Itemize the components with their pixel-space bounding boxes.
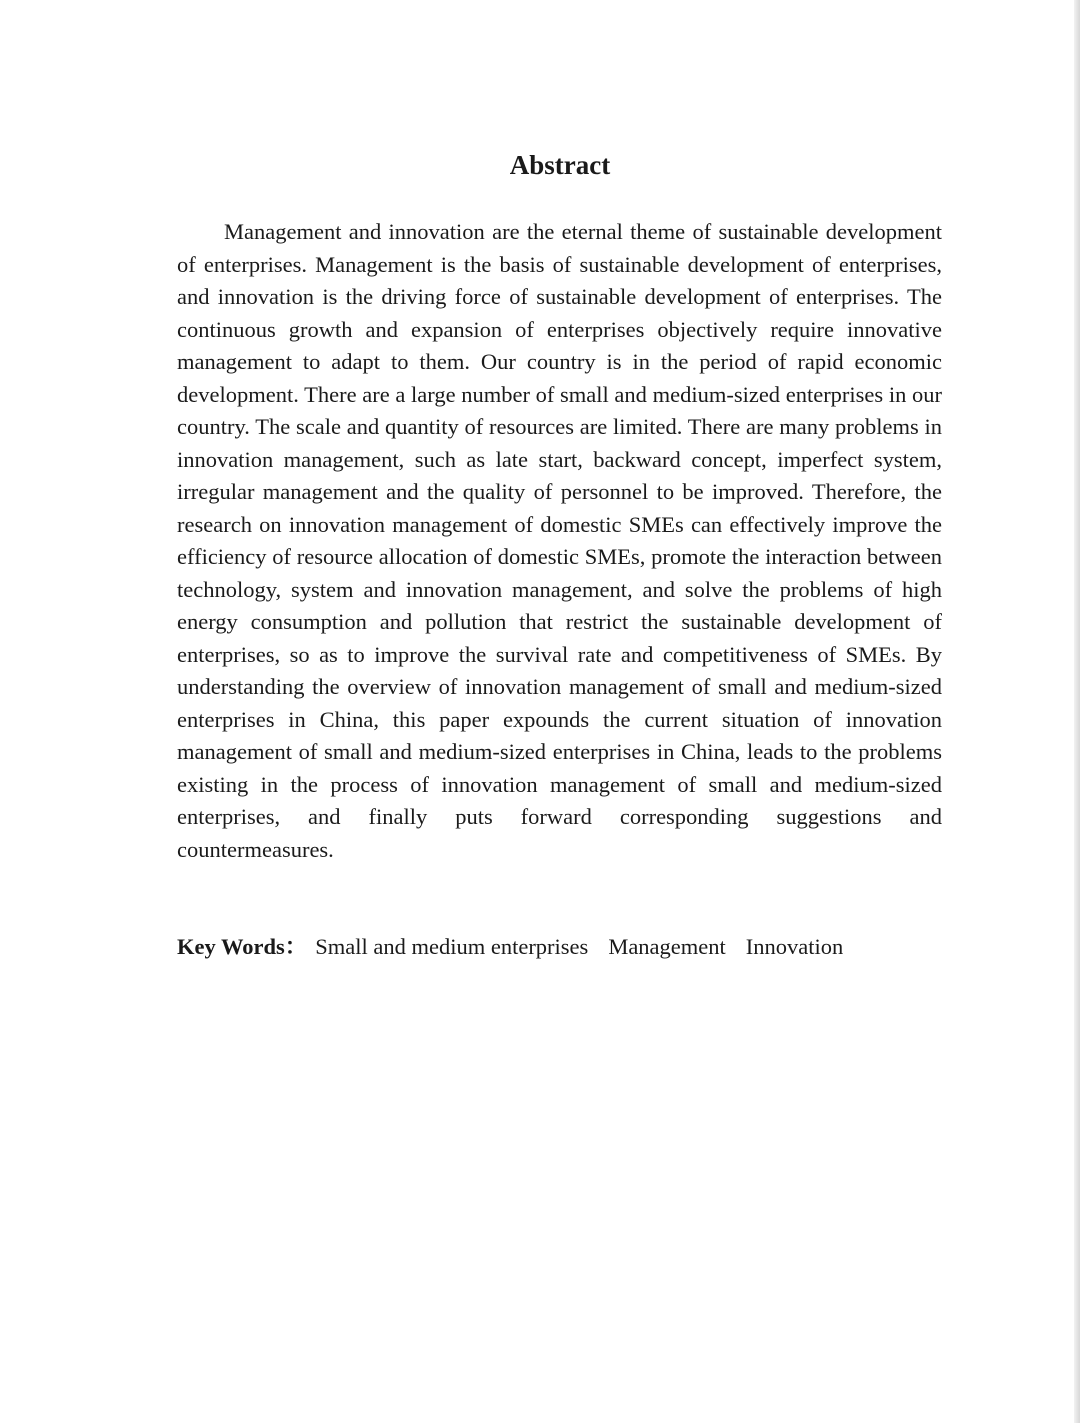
abstract-paragraph: Management and innovation are the eternal theme of sustainable development of enterprises. Management is the basis of sustainable development of enterprises, and innovation is the driving force of sustainable development of enterprises. The continuous growth and expansion of enterprises objectively require innovative management to adapt to them. Our country is in the period of rapid economic development. There are a large number of small and medium-sized enterprises in our country. The scale and quantity of resources are limited. There are many problems in innovation management, such as late start, backward concept, imperfect system, irregular management and the quality of personnel to be improved. Therefore, the research on innovation management of domestic SMEs can effectively improve the efficiency of resource allocation of domestic SMEs, promote the interaction between technology, system and innovation management, and solve the problems of high energy consumption and pollution that restrict the sustainable development of enterprises, so as to improve the survival rate and competitiveness of SMEs. By understanding the overview of innovation management of small and medium-sized enterprises in China, this paper expounds the current situation of innovation management of small and medium-sized enterprises in China, leads to the problems existing in the process of innovation management of small and medium-sized enterprises, and finally puts forward corresponding suggestions and countermeasures. bbox=[177, 219, 942, 862]
page-edge-shadow bbox=[1074, 0, 1080, 1423]
keyword-item: Innovation bbox=[745, 934, 844, 959]
page-title: Abstract bbox=[509, 150, 611, 180]
keyword-item: Management bbox=[608, 934, 726, 959]
keywords-line bbox=[177, 931, 942, 963]
keyword-item: Small and medium enterprises bbox=[315, 934, 589, 959]
keywords-label: Key Words： bbox=[177, 934, 308, 959]
